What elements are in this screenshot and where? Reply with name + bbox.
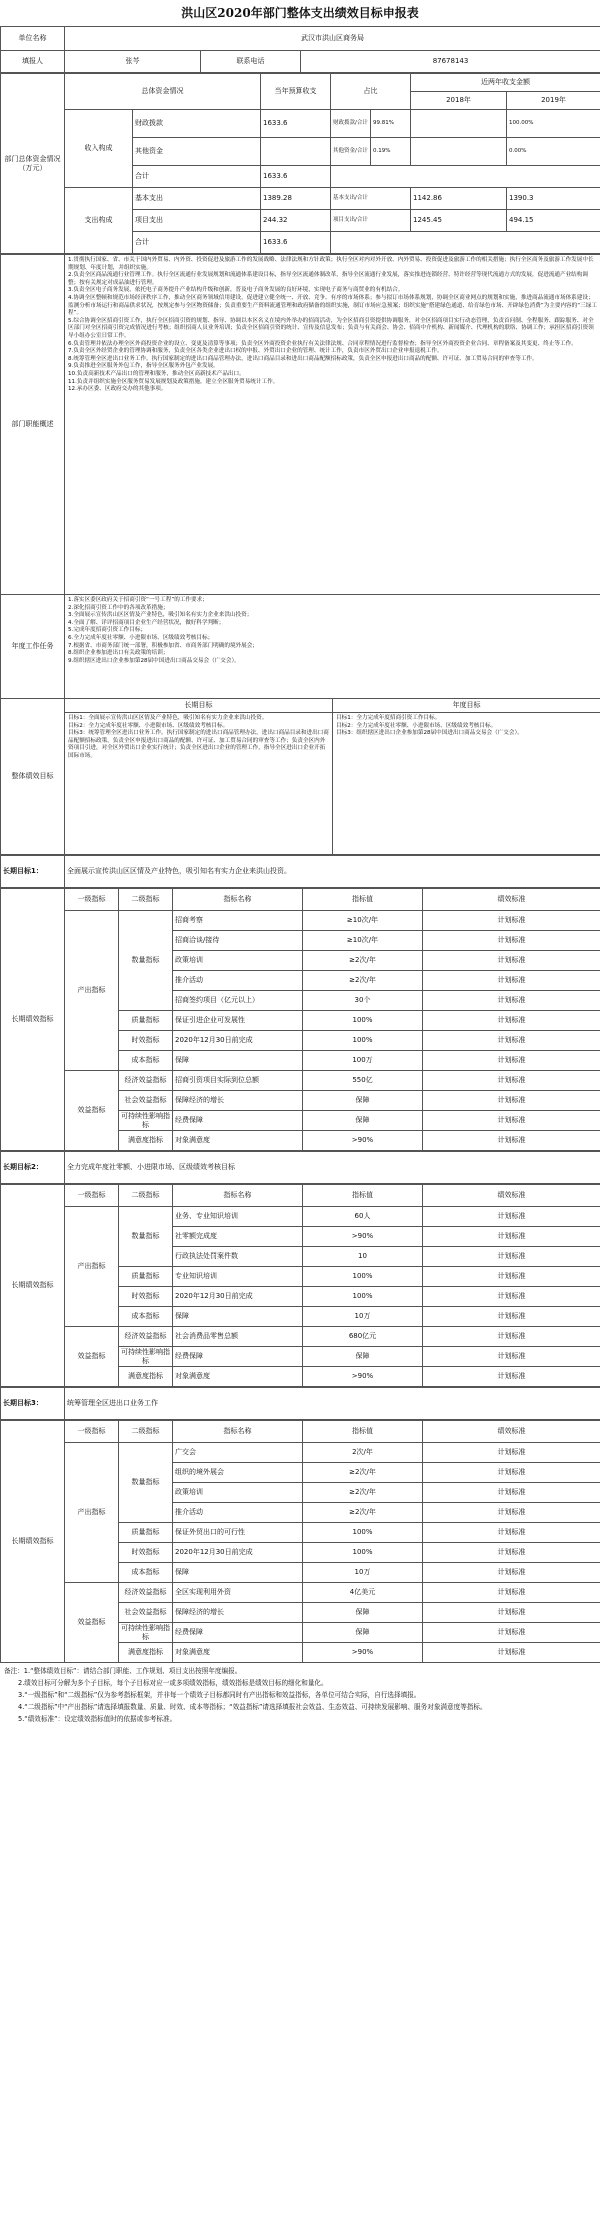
- indicator-standard: 计划标准: [423, 1131, 600, 1151]
- indicator-name: 政策培训: [173, 1483, 303, 1503]
- indicator-standard: 计划标准: [423, 1111, 600, 1131]
- indicator-value: 100%: [303, 1031, 423, 1051]
- expense-label: 支出构成: [65, 188, 133, 254]
- duty-item: 6.负责管理并依法办理全区外商投资企业的设立、变更及清算等事项；负责全区外商投资企业执行有关法律法规、合同章程情况进行监督检查；指导全区外商投资企业合同、章程备案及其变更、终止等工作。: [68, 340, 577, 347]
- indicator-side-label: 长期绩效指标: [1, 1185, 65, 1387]
- indicator-name: 招商引资项目实际到位总额: [173, 1071, 303, 1091]
- overview-table: [0, 254, 600, 855]
- indicator-value: ≥2次/年: [303, 1463, 423, 1483]
- indicator-value: ≥2次/年: [303, 1483, 423, 1503]
- indicator-standard: 计划标准: [423, 1031, 600, 1051]
- goal-section-header: [0, 1151, 600, 1184]
- annual-goal-head: 年度目标: [333, 699, 600, 713]
- indicator-value: 100%: [303, 1543, 423, 1563]
- col-level1: 一级指标: [65, 1421, 119, 1443]
- expense-total-budget: 1633.6: [261, 232, 331, 254]
- level2-label: 满意度指标: [119, 1367, 173, 1387]
- indicator-standard: 计划标准: [423, 1307, 600, 1327]
- effect-indicator-label: 效益指标: [65, 1071, 119, 1151]
- basic-ratio-label: 基本支出/合计: [331, 188, 411, 210]
- empty-cell: [331, 232, 600, 254]
- indicator-name: 2020年12月30日前完成: [173, 1031, 303, 1051]
- indicator-name: 保障: [173, 1051, 303, 1071]
- other-ratio: 0.19%: [371, 138, 411, 166]
- income-total-label: 合计: [133, 166, 261, 188]
- task-item: 3.全面展示宣传洪山区区情及产业特色，吸引知名有实力企业来洪山投资；: [68, 612, 253, 619]
- indicator-standard: 计划标准: [423, 1583, 600, 1603]
- indicator-value: 2次/年: [303, 1443, 423, 1463]
- header-table: [0, 26, 600, 73]
- filler-label: 填报人: [1, 51, 65, 73]
- indicator-value: ≥10次/年: [303, 931, 423, 951]
- tasks-content: [65, 595, 600, 699]
- col-value: 指标值: [303, 1185, 423, 1207]
- phone-value: 87678143: [301, 51, 600, 73]
- long-goal-item: 目标3：统筹管理全区进出口业务工作。执行国家制定的进出口商品管理办法，进出口商品目录和进出口商品配额招标政策，负责全区申报进出口商品的配额、许可证、加工贸易合同的审查等工作；负责全区内外资项目引进，对全区外贸出口企业实行统计；负责全区进出口企业的管理工作，指导全区进出口企业开拓国际市场。: [68, 730, 329, 759]
- indicator-value: 680亿元: [303, 1327, 423, 1347]
- annual-goal-content: [333, 713, 600, 855]
- level2-label: 质量指标: [119, 1523, 173, 1543]
- basic-label: 基本支出: [133, 188, 261, 210]
- indicator-name: 组织的境外展会: [173, 1463, 303, 1483]
- level2-label: 满意度指标: [119, 1131, 173, 1151]
- indicator-value: 100%: [303, 1267, 423, 1287]
- indicator-value: >90%: [303, 1367, 423, 1387]
- indicator-standard: 计划标准: [423, 1603, 600, 1623]
- col-standard: 绩效标准: [423, 1421, 600, 1443]
- empty-cell: [331, 166, 600, 188]
- col-level2: 二级指标: [119, 1185, 173, 1207]
- effect-indicator-label: 效益指标: [65, 1583, 119, 1663]
- indicator-value: ≥2次/年: [303, 951, 423, 971]
- indicator-standard: 计划标准: [423, 1523, 600, 1543]
- indicator-standard: 计划标准: [423, 1227, 600, 1247]
- indicator-name: 政策培训: [173, 951, 303, 971]
- indicator-value: >90%: [303, 1131, 423, 1151]
- task-item: 2.深化招商引资工作中的各项改革措施；: [68, 604, 169, 611]
- indicator-name: 招商洽谈/接待: [173, 931, 303, 951]
- indicator-row: [1, 911, 600, 931]
- indicator-standard: 计划标准: [423, 1207, 600, 1227]
- duty-item: 4.协调全区整顿和规范市场经济秩序工作，推动全区商务领域信用建设，促进建立健全统一、开放、竞争、有序的市场体系；参与拟订市场体系规划，协调全区商业网点的规划和实施，推进商品流通市场体系建设；监测分析市场运行和商品供求状况，按规定参与全区物资储备；负责重要生产资料流通管理和政府储备的组织实施，制订市场应急预案；组织实施“搭建绿色通道、给育绿色市场、开辟绿色消费”为主要内容的“三绿工程”。: [68, 294, 597, 317]
- indicator-name: 广交会: [173, 1443, 303, 1463]
- level2-label: 社会效益指标: [119, 1603, 173, 1623]
- duties-content: [65, 255, 600, 595]
- indicator-standard: 计划标准: [423, 1463, 600, 1483]
- indicator-row: [1, 1327, 600, 1347]
- effect-indicator-label: 效益指标: [65, 1327, 119, 1387]
- indicator-name: 专业知识培训: [173, 1267, 303, 1287]
- goal-section-text: 统筹管理全区进出口业务工作: [65, 1388, 600, 1420]
- notes: [0, 1663, 600, 1724]
- annual-goal-item: 目标2：全力完成年度社零额、小进限市场、区级绩效考核目标。: [336, 722, 497, 729]
- indicator-row: [1, 1207, 600, 1227]
- col-name: 指标名称: [173, 1421, 303, 1443]
- duty-item: 3.负责全区电子商务发展，依托电子商务提升产业结构升级和创新，普及电子商务发展的良好环境，实现电子商务与商贸业的有机结合。: [68, 287, 404, 294]
- level2-label: 可持续性影响指标: [119, 1347, 173, 1367]
- indicator-standard: 计划标准: [423, 1051, 600, 1071]
- level2-label: 成本指标: [119, 1307, 173, 1327]
- goal-section-label: 长期目标2：: [1, 1152, 65, 1184]
- fiscal-ratio: 99.81%: [371, 110, 411, 138]
- fiscal-budget: 1633.6: [261, 110, 331, 138]
- note-item: 3.“一级指标”和“二级指标”仅为参考指标框架，并非每一个绩效子目标都同时有产出指标和效益指标，各单位可结合实际，自行选择填报。: [18, 1691, 421, 1699]
- indicator-name: 对象满意度: [173, 1643, 303, 1663]
- level2-label: 满意度指标: [119, 1643, 173, 1663]
- indicator-name: 招商签约项目（亿元以上）: [173, 991, 303, 1011]
- indicator-side-label: 长期绩效指标: [1, 1421, 65, 1663]
- indicator-value: 保障: [303, 1111, 423, 1131]
- duty-item: 5.综合协调全区招商引资工作，执行全区招商引资的规划、指导、协调以本区名义在境内外举办的招商活动，为全区招商引资提供协调服务，对全区招商项目实行动态管理，负责首问制、全程服务、跟踪服务、对全区部门对全区招商引资完成情况进行考核；组织招商人员业务培训；负责全区招商引资的统计、宣传及信息发布；负责与有关商会、协会、招商中介机构、新闻媒介、代理机构的联络、协调工作；承担区招商引资领导小组办公室日常工作。: [68, 317, 594, 339]
- phone-label: 联系电话: [201, 51, 301, 73]
- unit-value: 武汉市洪山区商务局: [65, 27, 600, 51]
- indicator-name: 保障经济的增长: [173, 1603, 303, 1623]
- col-standard: 绩效标准: [423, 889, 600, 911]
- funds-col-ratio: 占比: [331, 74, 411, 110]
- basic-2018: 1142.86: [411, 188, 507, 210]
- level2-label: 经济效益指标: [119, 1071, 173, 1091]
- indicator-value: >90%: [303, 1643, 423, 1663]
- indicator-value: ≥2次/年: [303, 971, 423, 991]
- col-level2: 二级指标: [119, 889, 173, 911]
- long-goal-head: 长期目标: [65, 699, 333, 713]
- indicator-table: [0, 888, 600, 1151]
- indicator-name: 社会消费品零售总额: [173, 1327, 303, 1347]
- level2-label: 数量指标: [119, 1207, 173, 1267]
- indicator-standard: 计划标准: [423, 1483, 600, 1503]
- duty-item: 2.负责全区商品流通行业管理工作。执行全区流通行业发展规划和流通体系建设目标，指导全区流通体制改革，指导全区流通行业发展，落实推进连锁经营、特许经营等现代流通方式的发展，促进流通产业结构调整；按有关规定对成品油进行管理。: [68, 272, 588, 286]
- indicator-value: ≥2次/年: [303, 1503, 423, 1523]
- indicator-standard: 计划标准: [423, 1327, 600, 1347]
- indicator-name: 经费保障: [173, 1111, 303, 1131]
- indicator-name: 保证外贸出口的可行性: [173, 1523, 303, 1543]
- task-item: 4.全面了解、详评招商项目企业生产经营状况，做好科学判断；: [68, 619, 225, 626]
- goals-label: 整体绩效目标: [1, 699, 65, 855]
- long-goal-content: [65, 713, 333, 855]
- col-name: 指标名称: [173, 1185, 303, 1207]
- indicator-standard: 计划标准: [423, 1287, 600, 1307]
- duty-item: 12.承办区委、区政府交办的其他事项。: [68, 386, 167, 393]
- level2-label: 质量指标: [119, 1267, 173, 1287]
- indicator-table: [0, 1184, 600, 1387]
- indicator-value: 保障: [303, 1623, 423, 1643]
- year-2019: 2019年: [507, 92, 600, 110]
- goal-section-label: 长期目标1：: [1, 856, 65, 888]
- indicator-name: 全区实现利用外资: [173, 1583, 303, 1603]
- indicator-name: 经费保障: [173, 1623, 303, 1643]
- indicator-row: [1, 1071, 600, 1091]
- indicator-standard: 计划标准: [423, 1247, 600, 1267]
- project-ratio-label: 项目支出/合计: [331, 210, 411, 232]
- year-2018: 2018年: [411, 92, 507, 110]
- level2-label: 时效指标: [119, 1543, 173, 1563]
- indicator-value: 保障: [303, 1347, 423, 1367]
- indicator-name: 保障: [173, 1563, 303, 1583]
- funds-col-total: 总体资金情况: [65, 74, 261, 110]
- duty-item: 11.负责并组织实施全区服务贸易发展规划及政策措施，建立全区服务贸易统计工作。: [68, 378, 279, 385]
- basic-2019: 1390.3: [507, 188, 600, 210]
- indicator-name: 保障经济的增长: [173, 1091, 303, 1111]
- other-budget: [261, 138, 331, 166]
- long-goal-item: 目标2：全力完成年度社零额、小进限市场、区级绩效考核目标。: [68, 722, 229, 729]
- level2-label: 成本指标: [119, 1563, 173, 1583]
- indicator-value: 100%: [303, 1523, 423, 1543]
- level2-label: 可持续性影响指标: [119, 1111, 173, 1131]
- indicator-name: 业务、专业知识培训: [173, 1207, 303, 1227]
- funds-table: [0, 73, 600, 254]
- filler-value: 张芩: [65, 51, 201, 73]
- fiscal-2018: [411, 110, 507, 138]
- col-name: 指标名称: [173, 889, 303, 911]
- indicator-name: 社零额完成度: [173, 1227, 303, 1247]
- indicator-value: 100万: [303, 1051, 423, 1071]
- task-item: 8.组织企业参加进出口有关政策的培训；: [68, 650, 169, 657]
- col-level2: 二级指标: [119, 1421, 173, 1443]
- col-value: 指标值: [303, 1421, 423, 1443]
- indicator-value: 10万: [303, 1563, 423, 1583]
- other-2019: 0.00%: [507, 138, 600, 166]
- income-total-budget: 1633.6: [261, 166, 331, 188]
- indicator-value: 10: [303, 1247, 423, 1267]
- indicator-name: 招商考察: [173, 911, 303, 931]
- level2-label: 可持续性影响指标: [119, 1623, 173, 1643]
- task-item: 7.根据省、市商务部门统一部署，积极参加省、市商务部门明确的境外展会；: [68, 642, 258, 649]
- indicator-name: 保证引进企业可发展性: [173, 1011, 303, 1031]
- indicator-value: 550亿: [303, 1071, 423, 1091]
- duty-item: 8.统筹管理全区进出口业务工作。执行国家制定的进出口商品管理办法，进出口商品目录和进出口商品配额招标政策，负责全区申报进出口商品的配额、许可证、加工贸易合同的审查等工作。: [68, 355, 538, 362]
- col-level1: 一级指标: [65, 889, 119, 911]
- indicator-name: 行政执法处罚案件数: [173, 1247, 303, 1267]
- indicator-name: 保障: [173, 1307, 303, 1327]
- col-level1: 一级指标: [65, 1185, 119, 1207]
- indicator-name: 对象满意度: [173, 1367, 303, 1387]
- project-2018: 1245.45: [411, 210, 507, 232]
- note-item: 5.“绩效标准”：设定绩效指标值时的依据或参考标准。: [18, 1715, 177, 1723]
- goal-section-header: [0, 1387, 600, 1420]
- fiscal-ratio-label: 财政拨款/合计: [331, 110, 371, 138]
- indicator-value: 30个: [303, 991, 423, 1011]
- basic-budget: 1389.28: [261, 188, 331, 210]
- annual-goal-item: 目标1：全力完成年度招商引资工作目标。: [336, 715, 441, 721]
- goal-section-text: 全力完成年度社零额、小进限市场、区级绩效考核目标: [65, 1152, 600, 1184]
- indicator-standard: 计划标准: [423, 1563, 600, 1583]
- indicator-name: 推介活动: [173, 1503, 303, 1523]
- indicator-side-label: 长期绩效指标: [1, 889, 65, 1151]
- indicator-name: 2020年12月30日前完成: [173, 1287, 303, 1307]
- indicator-value: 10万: [303, 1307, 423, 1327]
- output-indicator-label: 产出指标: [65, 911, 119, 1071]
- other-ratio-label: 其他资金/合计: [331, 138, 371, 166]
- duty-item: 7.负责全区外经贸企业的管理协调和服务，负责全区各类企业进出口权的申报、外贸出口企业的管理、统计工作，负责市区外贸出口企业申报退税工作。: [68, 348, 443, 355]
- project-2019: 494.15: [507, 210, 600, 232]
- other-label: 其他资金: [133, 138, 261, 166]
- goal-sections: [0, 855, 600, 1663]
- indicator-row: [1, 1583, 600, 1603]
- other-2018: [411, 138, 507, 166]
- level2-label: 时效指标: [119, 1031, 173, 1051]
- indicator-standard: 计划标准: [423, 1503, 600, 1523]
- indicator-name: 2020年12月30日前完成: [173, 1543, 303, 1563]
- funds-side-label: 部门总体资金情况（万元）: [1, 74, 65, 254]
- indicator-standard: 计划标准: [423, 911, 600, 931]
- level2-label: 时效指标: [119, 1287, 173, 1307]
- indicator-row: [1, 1443, 600, 1463]
- indicator-value: 保障: [303, 1603, 423, 1623]
- indicator-standard: 计划标准: [423, 1011, 600, 1031]
- indicator-standard: 计划标准: [423, 1267, 600, 1287]
- indicator-name: 推介活动: [173, 971, 303, 991]
- duty-item: 1.贯彻执行国家、省、市关于国内外贸易、内外资、投资促进及旅游工作的发展战略、法律法规和方针政策；执行全区对内对外开放、内外贸易、投资促进及旅游工作的相关措施；执行全区商务及旅游工作发展中长期规划、年度计划，并组织实施。: [68, 257, 594, 271]
- indicator-standard: 计划标准: [423, 1367, 600, 1387]
- indicator-standard: 计划标准: [423, 1443, 600, 1463]
- level2-label: 质量指标: [119, 1011, 173, 1031]
- fiscal-label: 财政拨款: [133, 110, 261, 138]
- level2-label: 经济效益指标: [119, 1583, 173, 1603]
- indicator-value: >90%: [303, 1227, 423, 1247]
- indicator-standard: 计划标准: [423, 951, 600, 971]
- indicator-value: 4亿美元: [303, 1583, 423, 1603]
- indicator-value: ≥10次/年: [303, 911, 423, 931]
- annual-goal-item: 目标3：组织辖区进出口企业参加第28届中国进出口商品交易会（广交会）。: [336, 730, 523, 737]
- project-label: 项目支出: [133, 210, 261, 232]
- indicator-standard: 计划标准: [423, 1091, 600, 1111]
- fiscal-2019: 100.00%: [507, 110, 600, 138]
- indicator-standard: 计划标准: [423, 1071, 600, 1091]
- expense-total-label: 合计: [133, 232, 261, 254]
- task-item: 1.落实区委区政府关于招商引资“一号工程”的工作要求；: [68, 597, 208, 603]
- level2-label: 社会效益指标: [119, 1091, 173, 1111]
- indicator-value: 100%: [303, 1011, 423, 1031]
- goal-section-label: 长期目标3：: [1, 1388, 65, 1420]
- indicator-standard: 计划标准: [423, 1347, 600, 1367]
- task-item: 5.完成年度招商引资工作目标；: [68, 627, 147, 634]
- indicator-standard: 计划标准: [423, 991, 600, 1011]
- task-item: 9.组织辖区进出口企业参加第28届中国进出口商品交易会（广交会）。: [68, 657, 240, 664]
- goal-section-text: 全面展示宣传洪山区区情及产业特色，吸引知名有实力企业来洪山投资。: [65, 856, 600, 888]
- indicator-value: 60人: [303, 1207, 423, 1227]
- duty-item: 10.负责高新技术产品出口的管理和服务，推动全区高新技术产品出口。: [68, 370, 245, 377]
- indicator-standard: 计划标准: [423, 1643, 600, 1663]
- indicator-standard: 计划标准: [423, 931, 600, 951]
- funds-col-recent: 近两年收支金额: [411, 74, 600, 92]
- duties-label: 部门职能概述: [1, 255, 65, 595]
- note-item: 2.绩效目标可分解为多个子目标，每个子目标对应一或多项绩效指标，绩效指标是绩效目标的细化和量化。: [18, 1679, 328, 1687]
- note-item: 4.“二级指标”中“产出指标”请选择填报数量、质量、时效、成本等指标；“效益指标”请选择填报社会效益、生态效益、可持续发展影响、服务对象满意度等指标。: [18, 1703, 487, 1711]
- long-goal-item: 目标1：全面展示宣传洪山区区情及产业特色，吸引知名有实力企业来洪山投资。: [68, 715, 268, 721]
- indicator-standard: 计划标准: [423, 1543, 600, 1563]
- income-label: 收入构成: [65, 110, 133, 188]
- note-item: 备注：1.“整体绩效目标”：请结合部门职能、工作规划、项目支出按照年度编报。: [4, 1667, 242, 1675]
- col-value: 指标值: [303, 889, 423, 911]
- goal-section-header: [0, 855, 600, 888]
- indicator-standard: 计划标准: [423, 1623, 600, 1643]
- indicator-table: [0, 1420, 600, 1663]
- level2-label: 数量指标: [119, 1443, 173, 1523]
- indicator-name: 经费保障: [173, 1347, 303, 1367]
- col-standard: 绩效标准: [423, 1185, 600, 1207]
- funds-col-budget: 当年预算收支: [261, 74, 331, 110]
- output-indicator-label: 产出指标: [65, 1207, 119, 1327]
- unit-label: 单位名称: [1, 27, 65, 51]
- page-title: 洪山区2020年部门整体支出绩效目标申报表: [181, 6, 419, 20]
- project-budget: 244.32: [261, 210, 331, 232]
- indicator-value: 100%: [303, 1287, 423, 1307]
- task-item: 6.全力完成年度社零额、小进限市场、区级绩效考核目标；: [68, 634, 214, 641]
- indicator-value: 保障: [303, 1091, 423, 1111]
- tasks-label: 年度工作任务: [1, 595, 65, 699]
- level2-label: 经济效益指标: [119, 1327, 173, 1347]
- indicator-name: 对象满意度: [173, 1131, 303, 1151]
- indicator-standard: 计划标准: [423, 971, 600, 991]
- level2-label: 成本指标: [119, 1051, 173, 1071]
- duty-item: 9.负责推进全区服务外包工作，指导全区服务外包产业发展。: [68, 363, 219, 370]
- level2-label: 数量指标: [119, 911, 173, 1011]
- output-indicator-label: 产出指标: [65, 1443, 119, 1583]
